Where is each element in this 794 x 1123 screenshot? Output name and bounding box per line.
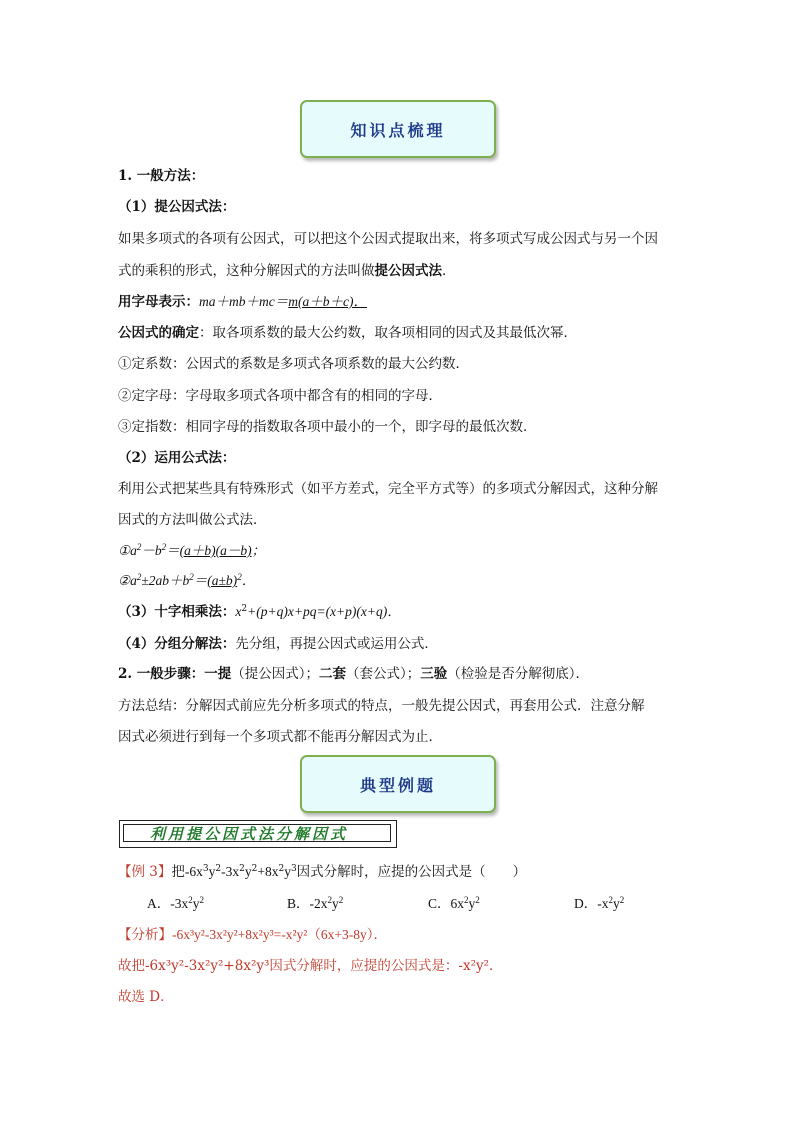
t: y <box>244 864 252 879</box>
t: x <box>235 604 242 619</box>
section-heading: 利用提公因式法分解因式 <box>123 824 391 842</box>
t: ＝ <box>166 543 180 558</box>
example-label: 【例 3】 <box>118 864 172 880</box>
method-summary-2: 因式必须进行到每一个多项式都不能再分解因式为止． <box>118 729 442 745</box>
label: 2. 一般步骤： <box>118 666 205 682</box>
t: C．6x <box>428 896 465 911</box>
t: ． <box>241 573 256 588</box>
paragraph-formula-2: 因式的方法叫做公式法． <box>118 512 267 528</box>
option-c <box>428 894 480 914</box>
t: y <box>208 864 216 879</box>
exp: 2 <box>161 542 167 552</box>
answer-line: 故选 D． <box>118 989 174 1005</box>
subsection-formula-method: （2）运用公式法： <box>118 450 236 466</box>
rule-coefficient: ①定系数：公因式的系数是多项式各项系数的最大公约数． <box>118 356 469 372</box>
exp: 2 <box>188 895 193 905</box>
rule-exponents: ③定指数：相同字母的指数取各项中最小的一个，即字母的最低次数． <box>118 419 537 435</box>
exp: 2 <box>136 572 142 582</box>
analysis-conclusion: 故把-6x³y²-3x²y²+8x²y³因式分解时，应提的公因式是：-x²y²． <box>118 958 503 974</box>
exp: 2 <box>475 895 480 905</box>
banner-title: 典型例题 <box>359 775 436 795</box>
option-a <box>147 894 204 914</box>
t: ； <box>251 543 266 558</box>
t: y <box>468 896 476 911</box>
t: 把-6x <box>171 864 203 879</box>
t: （检验是否分解彻底）． <box>447 666 590 682</box>
exp: 2 <box>237 572 242 582</box>
banner-title: 知识点梳理 <box>350 120 446 140</box>
exp: 2 <box>278 864 285 874</box>
text: 先分组，再提公因式或运用公式． <box>235 636 438 652</box>
formula: ma＋mb＋mc＝ <box>199 294 289 309</box>
term-common-factor: 提公因式法 <box>374 263 442 279</box>
t: 三验 <box>420 666 448 682</box>
formula-difference-of-squares <box>118 541 265 561</box>
exp: 2 <box>189 572 194 582</box>
section-heading-box <box>119 820 397 848</box>
text: ． <box>442 263 456 279</box>
text: 式的乘积的形式，这种分解因式的方法叫做 <box>118 263 375 279</box>
t: ±2ab＋b <box>141 573 190 588</box>
t: ＝ <box>193 573 208 588</box>
exp: 2 <box>241 604 248 614</box>
t: y <box>284 864 291 879</box>
exp: 2 <box>239 864 245 874</box>
exp: 2 <box>199 895 204 905</box>
method-summary-1: 方法总结：分解因式前应先分析多项式的特点，一般先提公因式，再套用公式．注意分解 <box>118 698 645 714</box>
formula-underlined: m(a＋b＋c)． <box>288 294 367 309</box>
t: B．-2x <box>287 896 328 911</box>
subsection-common-factor: （1）提公因式法： <box>118 199 236 215</box>
exp: 2 <box>251 864 258 874</box>
t: y <box>192 896 200 911</box>
common-factor-determination <box>118 323 577 343</box>
label: （4）分组分解法： <box>118 636 236 652</box>
analysis-label: 【分析】 <box>118 927 172 943</box>
exp: 3 <box>290 864 297 874</box>
t: 一提 <box>204 666 232 682</box>
paragraph-formula-1: 利用公式把某些具有特殊形式（如平方差式，完全平方式等）的多项式分解因式，这种分解 <box>118 481 658 497</box>
t: ②a <box>118 573 137 588</box>
general-steps-row <box>118 664 589 684</box>
example-question <box>118 862 526 882</box>
t: －b <box>141 543 162 558</box>
typical-examples-banner <box>300 755 496 813</box>
section-general-methods: 1. 一般方法： <box>118 168 205 184</box>
analysis-line <box>118 925 387 945</box>
t: ①a <box>118 543 137 558</box>
formula-perfect-square <box>118 571 255 591</box>
exp: 2 <box>338 895 344 905</box>
t: +8x <box>257 864 279 879</box>
option-d <box>574 894 624 914</box>
t: （提公因式）； <box>231 666 320 682</box>
exp: 2 <box>327 895 332 905</box>
exp: 2 <box>619 895 625 905</box>
paragraph-common-factor-1: 如果多项式的各项有公因式，可以把这个公因式提取出来，将多项式写成公因式与另一个因 <box>118 231 658 247</box>
exp: 2 <box>215 864 222 874</box>
knowledge-summary-banner <box>300 100 496 158</box>
t: 因式分解时，应提的公因式是（ ） <box>296 864 527 880</box>
label: （3）十字相乘法： <box>118 604 236 620</box>
t: （套公式）； <box>346 666 421 682</box>
letter-label: 用字母表示： <box>118 294 199 310</box>
t: y <box>332 896 339 911</box>
t: y <box>613 896 620 911</box>
exp: 2 <box>608 895 613 905</box>
analysis-text: -6x³y²-3x²y²+8x²y³=-x²y²（6x+3-8y）． <box>172 927 387 942</box>
exp: 2 <box>136 542 142 552</box>
rule-letters: ②定字母：字母取多项式各项中都含有的相同的字母． <box>118 388 442 404</box>
grouping-row <box>118 634 438 654</box>
t: D．-x <box>574 896 609 911</box>
t: (a±b) <box>207 573 238 588</box>
cross-multiplication-row <box>118 602 401 622</box>
t: +(p+q)x+pq=(x+p)(x+q)． <box>247 604 401 619</box>
cf-text: ：取各项系数的最大公约数，取各项相同的因式及其最低次幂． <box>199 325 577 341</box>
option-b <box>287 894 343 914</box>
t: 二套 <box>319 666 347 682</box>
paragraph-common-factor-2 <box>118 261 456 281</box>
letter-expression-row <box>118 292 367 312</box>
t: A．-3x <box>147 896 189 911</box>
cf-label: 公因式的确定 <box>118 325 199 341</box>
t: (a＋b)(a－b) <box>179 543 252 558</box>
t: -3x <box>221 864 240 879</box>
exp: 2 <box>464 895 469 905</box>
exp: 3 <box>202 864 209 874</box>
